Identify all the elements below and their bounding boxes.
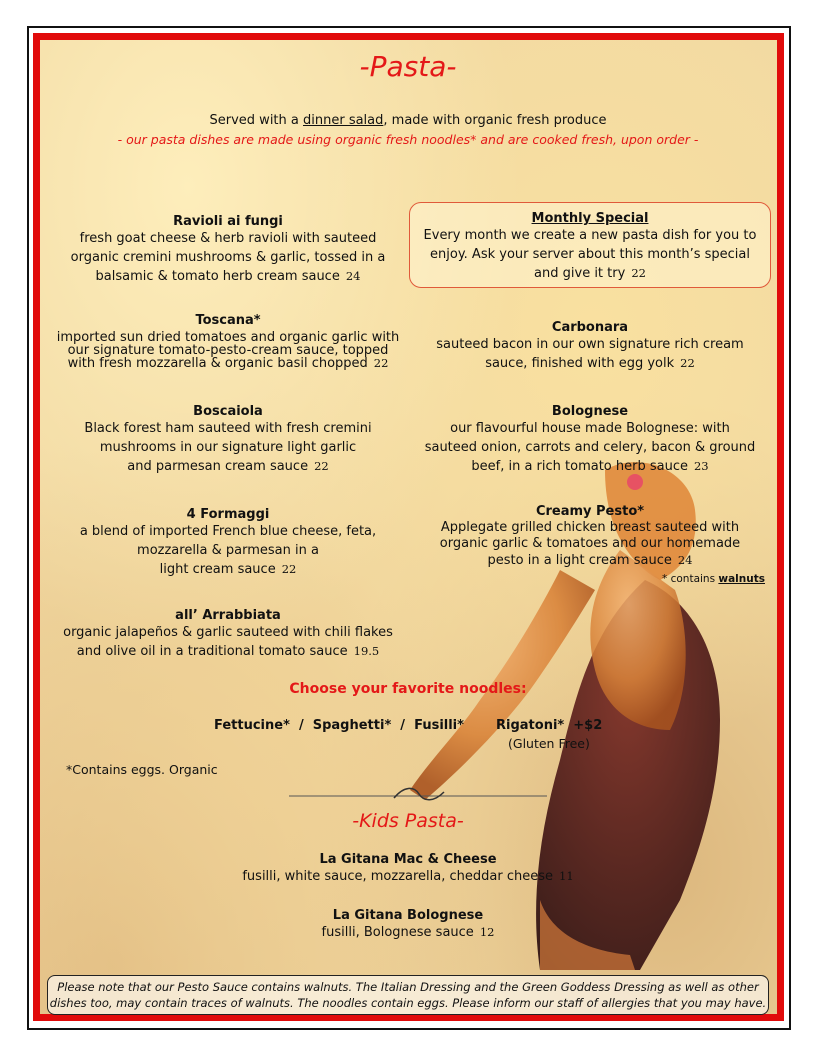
dish-boscaiola <box>40 404 416 476</box>
special-line: Every month we create a new pasta dish for you to <box>423 228 757 243</box>
dish-desc-line <box>140 867 676 886</box>
special-line <box>410 264 770 283</box>
special-text: and give it try <box>534 266 626 281</box>
special-title: Monthly Special <box>531 211 649 226</box>
contains-eggs-note: *Contains eggs. Organic <box>66 762 218 777</box>
dish-name: 4 Formaggi <box>186 507 270 522</box>
gluten-free-note: (Gluten Free) <box>508 736 590 751</box>
dish-desc-line: a blend of imported French blue cheese, feta, <box>79 524 377 539</box>
noodles-title: Choose your favorite noodles: <box>289 681 527 697</box>
dish-formaggi <box>40 507 416 579</box>
special-line: enjoy. Ask your server about this month’s special <box>430 247 750 262</box>
dinner-salad-link: dinner salad <box>303 113 384 128</box>
dish-desc-line: our signature tomato-pesto-cream sauce, topped <box>67 343 389 358</box>
dish-price: 22 <box>680 356 695 370</box>
dish-desc-text: beef, in a rich tomato herb sauce <box>471 459 688 474</box>
allergy-notice <box>47 975 769 1015</box>
dish-creamy-pesto <box>409 503 771 569</box>
dish-toscana <box>40 313 416 370</box>
dish-name: Ravioli ai fungi <box>173 214 283 229</box>
dish-desc-line <box>40 560 416 579</box>
dish-desc-line: our flavourful house made Bolognese: with <box>450 421 730 436</box>
allergy-line: Please note that our Pesto Sauce contains walnuts. The Italian Dressing and the Green Goddess Dressing as well as other <box>57 980 759 994</box>
dish-price: 22 <box>314 459 329 473</box>
dish-name: Boscaiola <box>193 404 263 419</box>
dish-desc-line: Applegate grilled chicken breast sauteed with <box>440 520 740 535</box>
dish-desc-line: Black forest ham sauteed with fresh cremini <box>84 421 372 436</box>
dish-carbonara <box>409 320 771 373</box>
divider-ornament <box>289 786 547 806</box>
dish-desc-line: fresh goat cheese & herb ravioli with sauteed <box>79 231 377 246</box>
dish-price: 22 <box>373 356 389 370</box>
dish-price: 24 <box>677 553 693 567</box>
dish-desc-text: sauce, finished with egg yolk <box>485 356 675 371</box>
dish-desc-line: organic jalapeños & garlic sauteed with chili flakes <box>63 625 393 640</box>
allergy-line: dishes too, may contain traces of walnuts. The noodles contain eggs. Please inform our staff of allergies that you may have. <box>49 996 767 1010</box>
dish-desc-line: sauteed bacon in our own signature rich cream <box>436 337 744 352</box>
dish-name: Carbonara <box>551 320 629 335</box>
dish-desc-text: fusilli, Bolognese sauce <box>321 925 474 940</box>
dish-desc-line: mushrooms in our signature light garlic <box>99 440 357 455</box>
dish-desc-line <box>40 642 416 661</box>
dish-price: 22 <box>281 562 297 576</box>
kids-pasta-title: -Kids Pasta- <box>352 810 464 832</box>
dish-desc-line <box>40 457 416 476</box>
dish-desc-line: mozzarella & parmesan in a <box>137 543 319 558</box>
dish-desc-line <box>40 357 416 370</box>
dish-name: Bolognese <box>551 404 629 419</box>
dish-bolognese <box>409 404 771 476</box>
dish-name: Toscana* <box>195 313 261 328</box>
dish-desc-line <box>140 923 676 942</box>
dish-desc-line <box>40 267 416 286</box>
fresh-noodles-note: - our pasta dishes are made using organic fresh noodles* and are cooked fresh, upon order - <box>117 132 699 147</box>
dish-desc-text: with fresh mozzarella & organic basil chopped <box>67 356 368 371</box>
subtitle-after: , made with organic fresh produce <box>383 113 607 128</box>
dish-desc-line <box>409 552 771 569</box>
dish-desc-text: balsamic & tomato herb cream sauce <box>95 269 340 284</box>
dish-desc-text: and parmesan cream sauce <box>127 459 309 474</box>
dish-desc-line: organic garlic & tomatoes and our homemade <box>439 536 741 551</box>
dish-desc-line <box>409 354 771 373</box>
dish-price: 19.5 <box>353 644 380 658</box>
kids-bolognese <box>140 908 676 942</box>
dish-desc-text: and olive oil in a traditional tomato sauce <box>76 644 348 659</box>
dish-price: 12 <box>479 925 495 939</box>
dish-name: Creamy Pesto* <box>535 504 645 519</box>
dish-price: 11 <box>559 869 574 883</box>
dish-desc-text: pesto in a light cream sauce <box>487 553 672 568</box>
page-title: -Pasta- <box>359 50 457 83</box>
noodles-list: Fettucine* / Spaghetti* / Fusilli* <box>214 718 464 733</box>
dish-name: La Gitana Bolognese <box>332 908 484 923</box>
walnut-note-prefix: * contains <box>662 573 719 585</box>
walnut-note <box>560 573 765 585</box>
dish-arrabbiata <box>40 608 416 661</box>
dish-desc-line: organic cremini mushrooms & garlic, tossed in a <box>70 250 386 265</box>
monthly-special-box <box>409 202 771 288</box>
dish-desc-line <box>409 457 771 476</box>
dish-desc-line: sauteed onion, carrots and celery, bacon & ground <box>424 440 756 455</box>
special-price: 22 <box>631 266 646 280</box>
dish-ravioli <box>40 214 416 286</box>
dish-name: all’ Arrabbiata <box>175 608 281 623</box>
kids-mac-cheese <box>140 852 676 886</box>
subtitle-before: Served with a <box>209 113 303 128</box>
noodles-rigatoni: Rigatoni* +$2 <box>496 718 603 733</box>
dish-price: 23 <box>693 459 709 473</box>
walnut-note-word: walnuts <box>718 573 765 585</box>
dish-desc-line: imported sun dried tomatoes and organic garlic with <box>56 330 400 345</box>
dish-desc-text: fusilli, white sauce, mozzarella, cheddar cheese <box>242 869 553 884</box>
dish-name: La Gitana Mac & Cheese <box>319 852 497 867</box>
dish-price: 24 <box>345 269 361 283</box>
dish-desc-text: light cream sauce <box>159 562 276 577</box>
subtitle <box>0 113 816 128</box>
